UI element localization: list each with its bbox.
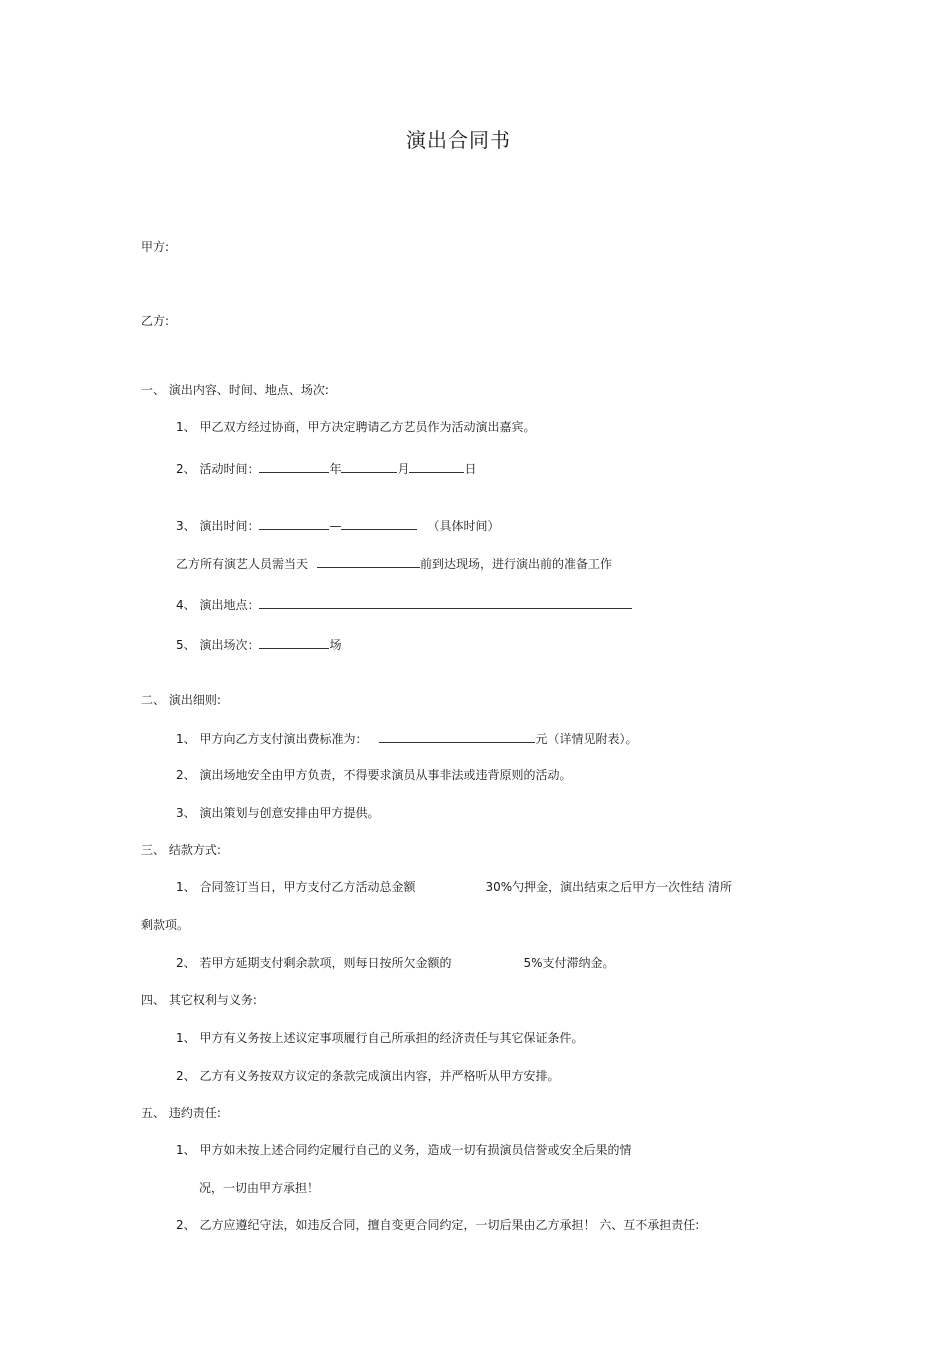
- section-3-item-2: [176, 955, 615, 971]
- venue-blank: [259, 596, 632, 609]
- section-2-item-1: [176, 730, 637, 747]
- document-title: 演出合同书: [406, 128, 511, 152]
- section-1-item-2: [176, 460, 477, 477]
- party-b-label: 乙方:: [141, 314, 170, 328]
- end-time-blank: [341, 517, 417, 530]
- sessions-blank: [259, 636, 329, 649]
- section-2-item-2: 2、 演出场地安全由甲方负责，不得要求演员从事非法或违背原则的活动。: [176, 768, 572, 782]
- start-time-blank: [259, 517, 329, 530]
- section-1-item-5: [176, 636, 341, 653]
- section-5-item-1-continued: 况，一切由甲方承担！: [199, 1181, 320, 1195]
- arrival-text-post: 前到达现场，进行演出前的准备工作: [420, 557, 613, 571]
- section-2-heading: 二、 演出细则:: [141, 693, 221, 707]
- section-4-item-1: 1、 甲方有义务按上述议定事项履行自己所承担的经济责任与其它保证条件。: [176, 1031, 584, 1045]
- arrival-time-blank: [317, 555, 420, 568]
- day-label: 日: [464, 462, 477, 476]
- payment-text-pre: 1、 合同签订当日，甲方支付乙方活动总金额: [176, 880, 416, 894]
- sessions-label: 5、 演出场次：: [176, 638, 260, 652]
- late-fee-text-post: 5%支付滞纳金。: [523, 956, 615, 970]
- time-dash: —: [329, 519, 342, 533]
- year-blank: [259, 460, 329, 473]
- year-label: 年: [329, 462, 342, 476]
- fee-blank: [379, 730, 535, 743]
- section-5-heading: 五、 违约责任:: [141, 1106, 221, 1120]
- specific-time-note: （具体时间）: [427, 519, 500, 533]
- section-1-item-1: 1、 甲乙双方经过协商，甲方决定聘请乙方艺员作为活动演出嘉宾。: [176, 420, 536, 434]
- sessions-unit: 场: [329, 638, 342, 652]
- section-1-heading: 一、 演出内容、时间、地点、场次:: [141, 383, 329, 397]
- section-4-item-2: 2、 乙方有义务按双方议定的条款完成演出内容，并严格听从甲方安排。: [176, 1069, 560, 1083]
- month-blank: [341, 460, 397, 473]
- arrival-text-pre: 乙方所有演艺人员需当天: [176, 557, 309, 571]
- section-1-item-3: [176, 517, 499, 534]
- section-3-item-1: [176, 879, 732, 895]
- month-label: 月: [397, 462, 410, 476]
- day-blank: [409, 460, 464, 473]
- section-4-heading: 四、 其它权利与义务:: [141, 993, 257, 1007]
- payment-text-post: 30%勺押金，演出结束之后甲方一次性结 清所: [485, 880, 732, 894]
- venue-label: 4、 演出地点：: [176, 598, 260, 612]
- section-3-heading: 三、 结款方式:: [141, 843, 221, 857]
- section-3-item-1-continued: 剩款项。: [141, 918, 190, 932]
- performance-time-label: 3、 演出时间：: [176, 519, 260, 533]
- section-5-item-2: 2、 乙方应遵纪守法，如违反合同，擅自变更合同约定，一切后果由乙方承担！ 六、互不承担责任:: [176, 1218, 700, 1232]
- fee-text-pre: 1、 甲方向乙方支付演出费标准为：: [176, 732, 368, 746]
- section-5-item-1: 1、 甲方如未按上述合同约定履行自己的义务，造成一切有损演员信誉或安全后果的情: [176, 1143, 632, 1157]
- section-1-arrival-note: [176, 555, 612, 572]
- activity-time-label: 2、 活动时间：: [176, 462, 260, 476]
- fee-text-post: 元（详情见附表）。: [535, 732, 638, 746]
- section-1-item-4: [176, 596, 632, 613]
- section-2-item-3: 3、 演出策划与创意安排由甲方提供。: [176, 806, 380, 820]
- party-a-label: 甲方:: [141, 240, 170, 254]
- late-fee-text-pre: 2、 若甲方延期支付剩余款项，则每日按所欠金额的: [176, 956, 452, 970]
